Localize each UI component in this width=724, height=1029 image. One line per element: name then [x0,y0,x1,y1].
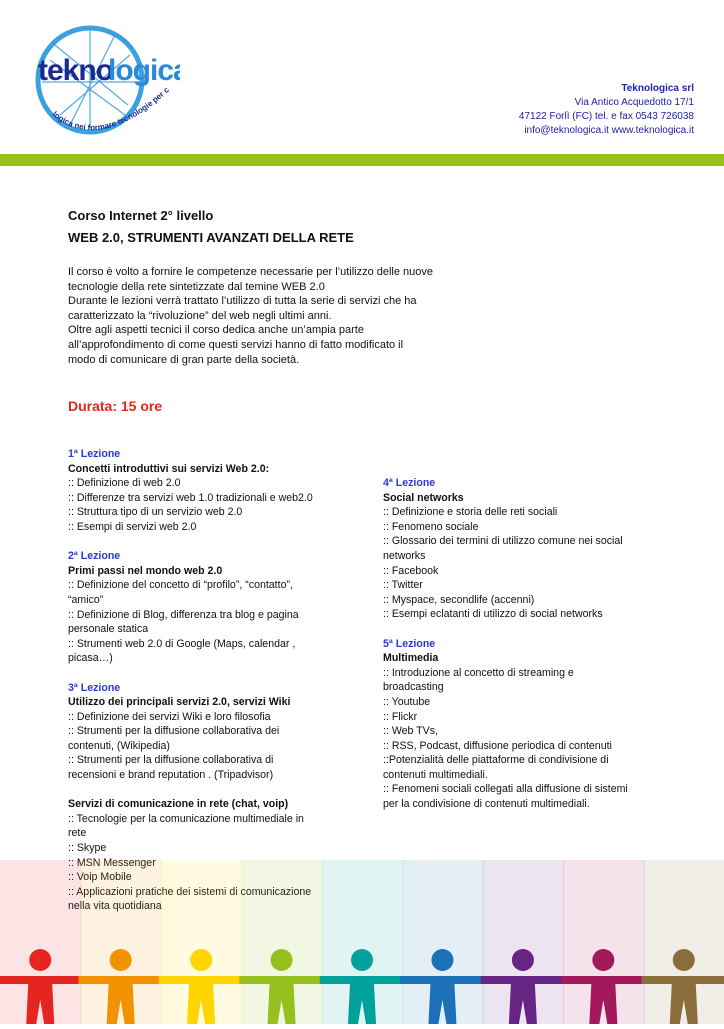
lesson-title: Servizi di comunicazione in rete (chat, voip) [68,798,289,811]
lesson-block-2 [68,549,348,666]
lesson-item: :: Fenomeni sociali collegati alla diffusione di sistemi [383,783,628,796]
intro-line: caratterizzato la “rivoluzione” del web negli ultimi anni. [68,309,332,322]
header-divider-bar [0,154,724,166]
course-duration: Durata: 15 ore [68,398,163,414]
footer-people-chain [0,860,724,1024]
company-contacts[interactable]: info@teknologica.it www.teknologica.it [524,125,694,136]
lesson-item: contenuti, (Wikipedia) [68,739,170,752]
company-info [519,82,694,138]
lesson-item: :: Glossario dei termini di utilizzo comune nei social [383,535,623,548]
lesson-item: :: Youtube [383,695,431,708]
lesson-item: :: Definizione di web 2.0 [68,477,181,490]
company-name: Teknologica srl [621,83,694,94]
lesson-item: :: Tecnologie per la comunicazione multimediale in [68,812,304,825]
lesson-label: 1ª Lezione [68,448,121,460]
lesson-item: :: Facebook [383,564,439,577]
lesson-item: :: Strumenti web 2.0 di Google (Maps, calendar , [68,637,296,650]
lesson-label: 2ª Lezione [68,550,121,563]
lesson-item: :: Strumenti per la diffusione collaborativa dei [68,725,280,738]
lesson-block-3 [68,681,348,783]
lesson-item: rete [68,827,87,840]
lesson-item: :: Strumenti per la diffusione collaborativa di [68,754,274,767]
lesson-item: :: Web TVs, [383,725,438,738]
intro-line: modo di comunicare di gran parte della società. [68,353,300,366]
lesson-item: networks [383,549,426,562]
lesson-item: broadcasting [383,681,444,694]
lesson-item: per la condivisione di contenuti multimediali. [383,798,590,811]
lesson-item: personale statica [68,623,149,636]
lesson-item: :: Definizione dei servizi Wiki e loro filosofia [68,710,271,723]
lesson-item: :: Esempi di servizi web 2.0 [68,520,197,533]
lesson-item: :: Voip Mobile [68,871,132,884]
svg-text:tekno: tekno [38,54,114,87]
course-title: Corso Internet 2° livello [68,208,214,223]
lesson-title: Concetti introduttivi sui servizi Web 2.0: [68,462,270,475]
lesson-title: Multimedia [383,652,439,665]
course-intro [68,265,458,367]
lesson-label: 5ª Lezione [383,637,436,650]
lesson-item: :: Struttura tipo di un servizio web 2.0 [68,506,243,519]
lesson-item: :: Flickr [383,710,418,723]
intro-line: Oltre agli aspetti tecnici il corso dedica anche un’ampia parte [68,324,364,337]
lessons-left-column [68,447,348,914]
intro-line: Il corso è volto a fornire le competenze necessarie per l’utilizzo delle nuove [68,266,434,278]
intro-line: tecnologie della rete sintetizzate dal temine WEB 2.0 [68,280,325,293]
lesson-item: contenuti multimediali. [383,768,488,781]
lesson-item: :: RSS, Podcast, diffusione periodica di contenuti [383,739,612,752]
lesson-item: :: Twitter [383,579,423,592]
lesson-item: :: Definizione di Blog, differenza tra blog e pagina [68,608,299,621]
lesson-item: :: MSN Messenger [68,856,156,869]
lesson-item: recensioni e brand reputation . (Tripadvisor) [68,769,274,782]
lesson-item: :: Myspace, secondlife (accenni) [383,593,535,606]
lesson-item: :: Definizione del concetto di “profilo”, “contatto”, [68,579,293,592]
lesson-item: :: Applicazioni pratiche dei sistemi di comunicazione [68,885,312,898]
lesson-title: Primi passi nel mondo web 2.0 [68,564,223,577]
company-logo [30,20,180,140]
lesson-item: :: Introduzione al concetto di streaming e [383,666,574,679]
lesson-title: Social networks [383,491,464,504]
lesson-item: :: Fenomeno sociale [383,520,479,533]
lesson-item: :: Esempi eclatanti di utilizzo di social networks [383,608,603,621]
lesson-item: :: Skype [68,842,107,855]
intro-line: Durante le lezioni verrà trattato l’utilizzo di tutta la serie di servizi che ha [68,295,417,308]
lesson-title: Utilizzo dei principali servizi 2.0, servizi Wiki [68,696,291,709]
company-address: Via Antico Acquedotto 17/1 [574,97,694,108]
svg-text:logica nei formare tecnologie: logica nei formare tecnologie per c [50,85,171,133]
lesson-block-1 [68,447,348,535]
svg-text:logica: logic [108,54,174,87]
lesson-label: 4ª Lezione [383,477,436,489]
lesson-item: nella vita quotidiana [68,900,162,913]
lessons-right-column [383,476,663,812]
lesson-item: :: Definizione e storia delle reti sociali [383,506,558,519]
lesson-label: 3ª Lezione [68,681,121,694]
lesson-block-4 [383,476,663,622]
lesson-item: ::Potenzialità delle piattaforme di condivisione di [383,754,609,767]
lesson-block-5 [383,637,663,812]
lesson-item: :: Differenze tra servizi web 1.0 tradizionali e web2.0 [68,491,313,504]
company-city-phone: 47122 Forlì (FC) tel. e fax 0543 726038 [518,111,694,122]
course-subtitle: WEB 2.0, STRUMENTI AVANZATI DELLA RETE [68,230,354,245]
intro-line: all’approfondimento di come questi servizi hanno di fatto modificato il [68,338,404,351]
lesson-item: picasa…) [68,652,113,665]
lesson-item: “amico” [68,593,104,606]
